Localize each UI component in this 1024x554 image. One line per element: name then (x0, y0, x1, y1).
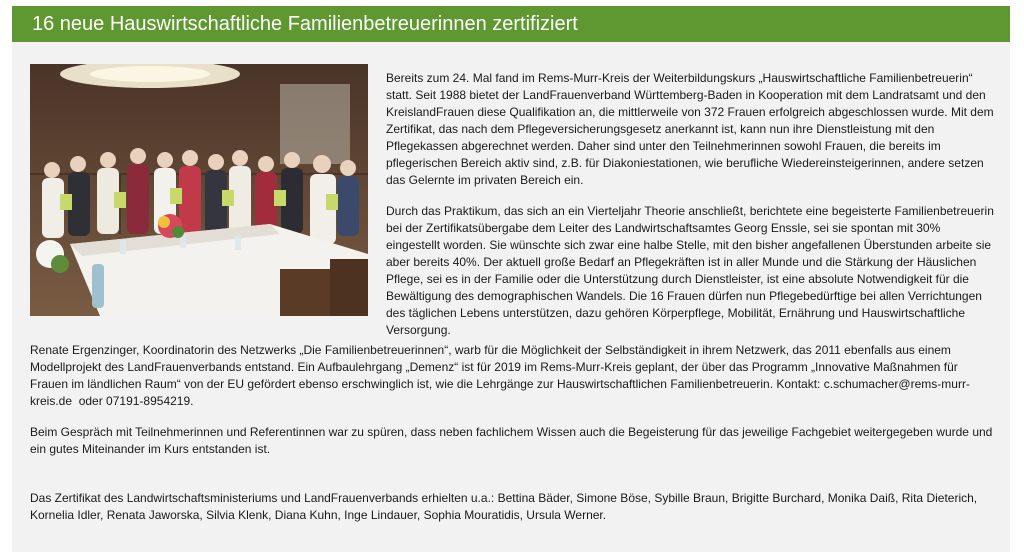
spacer (30, 472, 996, 490)
paragraph-network-text: Renate Ergenzinger, Koordinatorin des Netzwerks „Die Familienbetreuerinnen“, warb für die Möglichkeit der Selbständigkeit in ihrem Netzwerk, das 2011 ebenfalls aus einem Modellprojekt des LandFrauenverbands entstand. Ein Aufbaulehrgang „Demenz“ ist für 2019 im Rems-Murr-Kreis geplant, der über das Programm „Innovative Maßnahmen für Frauen im ländlichen Raum“ von der EU gefördert ebenso erschwinglich ist, wie die Lehrgänge zur Hauswirtschaftlichen Familienbetreuerin. Kontakt: (30, 343, 958, 391)
group-photo (30, 64, 368, 316)
paragraph-certificates: Das Zertifikat des Landwirtschaftsministeriums und LandFrauenverbands erhielten u.a.: Bettina Bäder, Simone Böse, Sybille Braun, Brigitte Burchard, Monika Daiß, Rita Dieterich, Kornelia Idler, Renata Jaworska, Silvia Klenk, Diana Kuhn, Inge Lindauer, Sophia Mouratidis, Ursula Werner. (30, 491, 978, 522)
contact-email-link[interactable]: c.schumacher@rems-murr-kreis.de (30, 377, 970, 408)
paragraph-conversation: Beim Gespräch mit Teilnehmerinnen und Referentinnen war zu spüren, dass neben fachlichem Wissen auch die Begeisterung für das jeweilige Fachgebiet weitergegeben wurde und ein gutes Miteinander im Kurs entstanden ist. (30, 425, 993, 456)
group-photo-icon (30, 64, 368, 316)
article (12, 6, 1010, 552)
intro-text (386, 70, 994, 353)
paragraph-history: Bereits zum 24. Mal fand im Rems-Murr-Kreis der Weiterbildungskurs „Hauswirtschaftliche Familienbetreuerin“ statt. Seit 1988 bietet der LandFrauenverband Württemberg-Baden in Kooperation mit dem Landratsamt und den KreislandFrauen diese Qualifikation an, die mittlerweile von 372 Frauen erfolgreich abgeschlossen wurde. Mit dem Zertifikat, das nach dem Pflegeversicherungsgesetz anerkannt ist, kann nun ihre Dienstleistung mit den Pflegekassen abgerechnet werden. Daher sind unter den Teilnehmerinnen sowohl Frauen, die bereits im pflegerischen Bereich aktiv sind, z.B. für Diakoniestationen, wie berufliche Wiedereinsteigerinnen, andere setzen das Gelernte im privaten Bereich ein. (386, 71, 994, 187)
article-title: 16 neue Hauswirtschaftliche Familienbetreuerinnen zertifiziert (32, 13, 578, 35)
paragraph-network (30, 342, 996, 410)
paragraph-internship: Durch das Praktikum, das sich an ein Vierteljahr Theorie anschließt, berichtete eine begeisterte Familienbetreuerin bei der Zertifikatsübergabe dem Leiter des Landwirtschaftsamtes Georg Enssle, sei sie spontan mit 30% eingestellt worden. Sie wünschte sich zwar eine halbe Stelle, mit den bisher angefallenen Überstunden arbeite sie aber bereits 40%. Der aktuell große Bedarf an Pflegekräften ist in aller Munde und die Stärkung der Häuslichen Pflege, sei es in der Familie oder die Unterstützung durch Dienstleister, ist eine absolute Notwendigkeit für die Bewältigung des demographischen Wandels. Die 16 Frauen dürfen nun Pflegebedürftige bei allen Verrichtungen des täglichen Lebens unterstützen, dazu gehören Körperpflege, Mobilität, Ernährung und Hauswirtschaftliche Versorgung. (386, 204, 994, 337)
contact-phone: oder 07191-8954219. (72, 394, 194, 408)
title-bar (12, 6, 1010, 42)
body-text (30, 342, 996, 538)
